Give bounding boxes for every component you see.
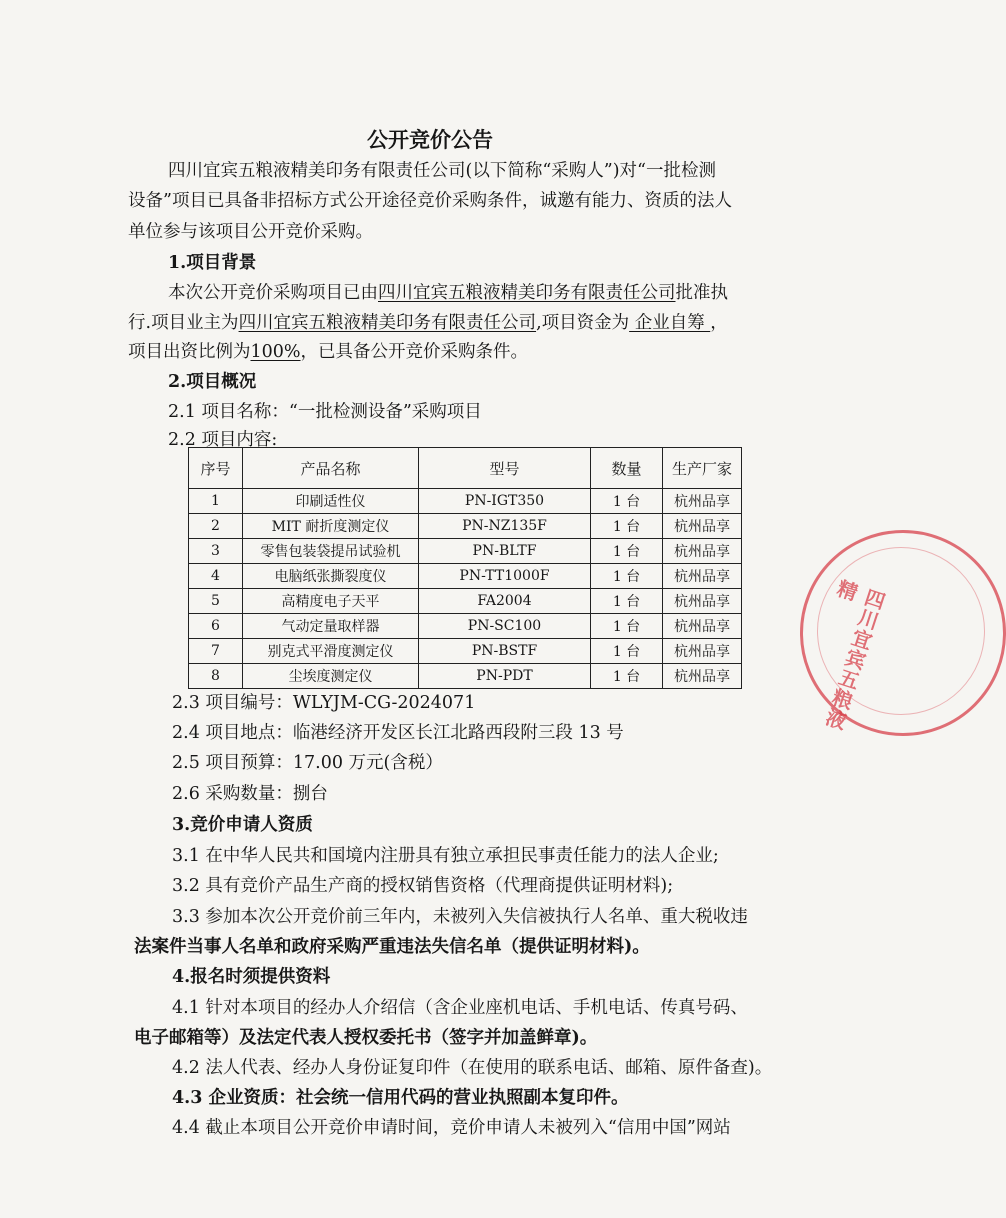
s1-funding: 企业自筹	[629, 313, 711, 333]
s1-line-1-b: 批准执	[675, 283, 728, 303]
section-1-heading: 1.项目背景	[168, 253, 257, 273]
cell-quantity: 1 台	[591, 514, 663, 539]
company-seal	[800, 530, 1006, 736]
cell-index: 6	[189, 614, 243, 639]
table-row	[189, 564, 742, 589]
s1-line-2	[128, 313, 728, 333]
intro-line-1: 四川宜宾五粮液精美印务有限责任公司(以下简称“采购人”)对“一批检测	[168, 161, 716, 181]
cell-quantity: 1 台	[591, 639, 663, 664]
cell-product: 电脑纸张撕裂度仪	[243, 564, 419, 589]
section-3-heading: 3.竞价申请人资质	[172, 815, 313, 835]
s1-line-2-company: 四川宜宾五粮液精美印务有限责任公司	[238, 313, 537, 333]
header-quantity: 数量	[591, 448, 663, 489]
cell-index: 4	[189, 564, 243, 589]
cell-manufacturer: 杭州品享	[663, 639, 742, 664]
cell-index: 2	[189, 514, 243, 539]
page-title: 公开竞价公告	[367, 127, 493, 152]
project-budget: 2.5 项目预算：17.00 万元(含税）	[172, 753, 443, 773]
s3-item-2: 3.2 具有竞价产品生产商的授权销售资格（代理商提供证明材料);	[172, 876, 674, 896]
cell-index: 5	[189, 589, 243, 614]
s1-ratio: 100%	[250, 342, 301, 362]
header-manufacturer: 生产厂家	[663, 448, 742, 489]
cell-quantity: 1 台	[591, 614, 663, 639]
cell-product: 气动定量取样器	[243, 614, 419, 639]
s1-line-1-company: 四川宜宾五粮液精美印务有限责任公司	[378, 283, 676, 303]
cell-model: PN-BSTF	[419, 639, 591, 664]
project-code: 2.3 项目编号：WLYJM-CG-2024071	[172, 693, 476, 713]
table-row	[189, 589, 742, 614]
cell-quantity: 1 台	[591, 564, 663, 589]
cell-manufacturer: 杭州品享	[663, 489, 742, 514]
s1-line-1	[168, 283, 728, 303]
table-row	[189, 614, 742, 639]
s4-item-1a: 4.1 针对本项目的经办人介绍信（含企业座机电话、手机电话、传真号码、	[172, 998, 748, 1018]
cell-model: PN-PDT	[419, 664, 591, 689]
section-4-heading: 4.报名时须提供资料	[172, 967, 331, 987]
cell-product: 零售包装袋提吊试验机	[243, 539, 419, 564]
cell-manufacturer: 杭州品享	[663, 614, 742, 639]
cell-manufacturer: 杭州品享	[663, 589, 742, 614]
project-name: 2.1 项目名称：“一批检测设备”采购项目	[168, 402, 482, 422]
s3-item-3a: 3.3 参加本次公开竞价前三年内，未被列入失信被执行人名单、重大税收违	[172, 907, 748, 927]
table-row	[189, 664, 742, 689]
project-content: 2.2 项目内容:	[168, 430, 278, 450]
s1-line-2-b: ,项目资金为	[536, 313, 630, 333]
table-header-row	[189, 448, 742, 489]
cell-quantity: 1 台	[591, 664, 663, 689]
section-2-heading: 2.项目概况	[168, 372, 257, 392]
cell-product: 印刷适性仪	[243, 489, 419, 514]
s1-line-2-a: 行.项目业主为	[128, 313, 239, 333]
intro-line-2: 设备”项目已具备非招标方式公开途径竞价采购条件，诚邀有能力、资质的法人	[128, 191, 732, 211]
cell-model: PN-SC100	[419, 614, 591, 639]
cell-model: PN-NZ135F	[419, 514, 591, 539]
intro-line-3: 单位参与该项目公开竞价采购。	[128, 222, 373, 242]
s1-line-3-a: 项目出资比例为	[128, 342, 251, 362]
cell-product: 别克式平滑度测定仪	[243, 639, 419, 664]
project-location: 2.4 项目地点：临港经济开发区长江北路西段附三段 13 号	[172, 723, 624, 743]
cell-manufacturer: 杭州品享	[663, 514, 742, 539]
cell-quantity: 1 台	[591, 489, 663, 514]
cell-model: PN-TT1000F	[419, 564, 591, 589]
table-row	[189, 639, 742, 664]
cell-quantity: 1 台	[591, 589, 663, 614]
table-row	[189, 489, 742, 514]
s4-item-1b: 电子邮箱等）及法定代表人授权委托书（签字并加盖鲜章)。	[134, 1028, 598, 1048]
cell-model: PN-IGT350	[419, 489, 591, 514]
cell-manufacturer: 杭州品享	[663, 564, 742, 589]
cell-manufacturer: 杭州品享	[663, 664, 742, 689]
cell-index: 1	[189, 489, 243, 514]
cell-quantity: 1 台	[591, 539, 663, 564]
cell-product: 高精度电子天平	[243, 589, 419, 614]
cell-product: MIT 耐折度测定仪	[243, 514, 419, 539]
cell-model: PN-BLTF	[419, 539, 591, 564]
s3-item-1: 3.1 在中华人民共和国境内注册具有独立承担民事责任能力的法人企业;	[172, 846, 719, 866]
seal-text: 四川宜宾五粮液精	[819, 576, 889, 733]
table-row	[189, 539, 742, 564]
s3-item-3b: 法案件当事人名单和政府采购严重违法失信名单（提供证明材料)。	[134, 937, 650, 957]
s4-item-2: 4.2 法人代表、经办人身份证复印件（在使用的联系电话、邮箱、原件备查)。	[172, 1058, 773, 1078]
s1-line-2-c: ，	[710, 313, 728, 333]
cell-index: 3	[189, 539, 243, 564]
s1-line-1-a: 本次公开竞价采购项目已由	[168, 283, 378, 303]
cell-index: 8	[189, 664, 243, 689]
header-product: 产品名称	[243, 448, 419, 489]
s4-item-3: 4.3 企业资质：社会统一信用代码的营业执照副本复印件。	[172, 1088, 629, 1108]
cell-manufacturer: 杭州品享	[663, 539, 742, 564]
header-index: 序号	[189, 448, 243, 489]
s1-line-3-b: ，已具备公开竞价采购条件。	[300, 342, 529, 362]
s1-line-3	[128, 342, 528, 362]
cell-model: FA2004	[419, 589, 591, 614]
table-row	[189, 514, 742, 539]
project-quantity: 2.6 采购数量：捌台	[172, 784, 328, 804]
cell-product: 尘埃度测定仪	[243, 664, 419, 689]
header-model: 型号	[419, 448, 591, 489]
cell-index: 7	[189, 639, 243, 664]
equipment-table	[188, 447, 742, 689]
s4-item-4: 4.4 截止本项目公开竞价申请时间，竞价申请人未被列入“信用中国”网站	[172, 1118, 731, 1138]
